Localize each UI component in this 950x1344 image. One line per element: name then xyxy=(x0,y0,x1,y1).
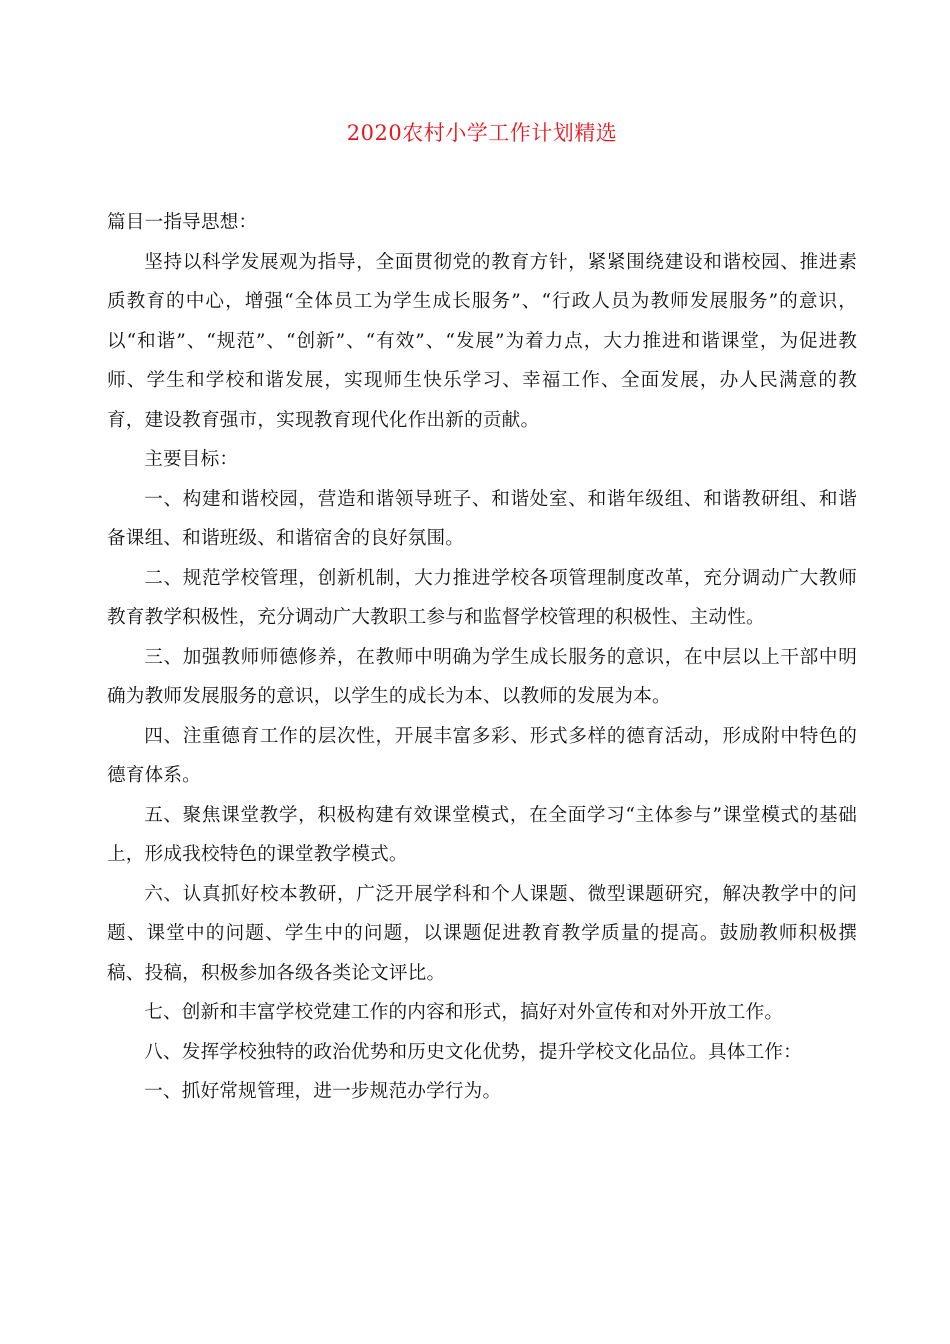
document-body xyxy=(107,203,857,1112)
paragraph-guiding-ideology: 坚持以科学发展观为指导，全面贯彻党的教育方针，紧紧围绕建设和谐校园、推进素质教育的中心，增强“全体员工为学生成长服务”、“行政人员为教师发展服务”的意识，以“和谐”、“规范”、“创新”、“有效”、“发展”为着力点，大力推进和谐课堂，为促进教师、学生和学校和谐发展，实现师生快乐学习、幸福工作、全面发展，办人民满意的教育，建设教育强市，实现教育现代化作出新的贡献。 xyxy=(107,251,857,431)
paragraph-work-1: 一、抓好常规管理，进一步规范办学行为。 xyxy=(144,1081,502,1102)
paragraph-goal-2: 二、规范学校管理，创新机制，大力推进学校各项管理制度改革，充分调动广大教师教育教学积极性，充分调动广大教职工参与和监督学校管理的积极性、主动性。 xyxy=(107,567,857,628)
paragraph-goal-4: 四、注重德育工作的层次性，开展丰富多彩、形式多样的德育活动，形成附中特色的德育体系。 xyxy=(107,725,857,786)
paragraph-goal-8: 八、发挥学校独特的政治优势和历史文化优势，提升学校文化品位。具体工作： xyxy=(144,1041,802,1063)
paragraph-goal-1: 一、构建和谐校园，营造和谐领导班子、和谐处室、和谐年级组、和谐教研组、和谐备课组、和谐班级、和谐宿舍的良好氛围。 xyxy=(107,488,857,549)
document-title: 2020农村小学工作计划精选 xyxy=(346,121,618,145)
paragraph-goal-3: 三、加强教师师德修养，在教师中明确为学生成长服务的意识，在中层以上干部中明确为教师发展服务的意识，以学生的成长为本、以教师的发展为本。 xyxy=(107,646,857,707)
section-heading: 篇目一指导思想： xyxy=(107,212,258,233)
paragraph-goal-6: 六、认真抓好校本教研，广泛开展学科和个人课题、微型课题研究，解决教学中的问题、课堂中的问题、学生中的问题，以课题促进教育教学质量的提高。鼓励教师积极撰稿、投稿，积极参加各级各类论文评比。 xyxy=(107,883,857,984)
paragraph-main-goals-heading: 主要目标： xyxy=(144,449,239,470)
paragraph-goal-7: 七、创新和丰富学校党建工作的内容和形式，搞好对外宣传和对外开放工作。 xyxy=(144,1002,784,1023)
paragraph-goal-5: 五、聚焦课堂教学，积极构建有效课堂模式，在全面学习“主体参与”课堂模式的基础上，形成我校特色的课堂教学模式。 xyxy=(107,804,857,865)
